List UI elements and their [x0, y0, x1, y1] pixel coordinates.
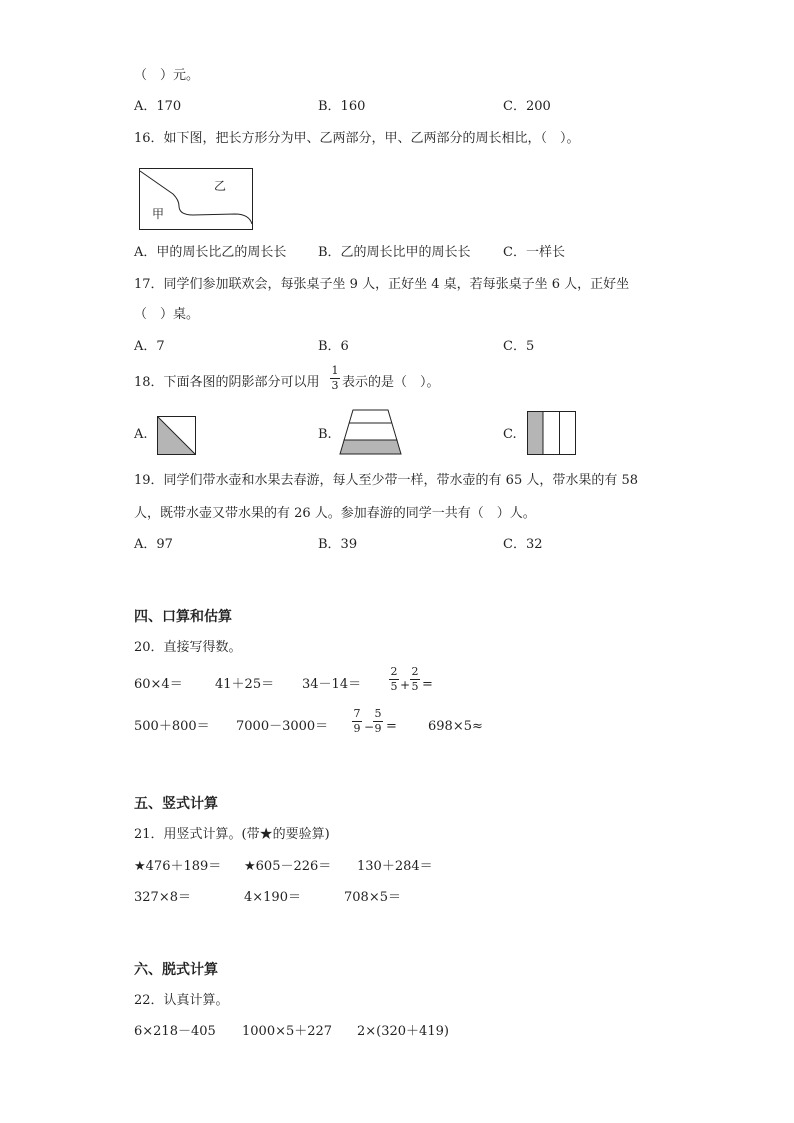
- q18-option-b-trapezoid-figure: [339, 409, 403, 457]
- q18-option-a-label: A.: [134, 427, 148, 442]
- q20-item-7-frac1: [352, 708, 362, 735]
- numerator: 2: [390, 665, 398, 678]
- q22-stem: 22．认真计算。: [134, 993, 229, 1008]
- q19-option-b: B．39: [318, 537, 358, 552]
- q20-item-5: 500＋800＝: [134, 719, 210, 734]
- q16-option-c: C．一样长: [503, 245, 565, 260]
- q17-stem-line2: （ ）桌。: [134, 307, 200, 322]
- q22-item-2: 1000×5＋227: [242, 1024, 333, 1039]
- q15-option-b: B．160: [318, 99, 366, 114]
- q19-stem-line2: 人，既带水壶又带水果的有 26 人。参加春游的同学一共有（ ）人。: [134, 506, 536, 521]
- q19-option-c: C．32: [503, 537, 543, 552]
- q15-tail: （ ）元。: [134, 68, 200, 83]
- q20-item-7-eq: =: [386, 719, 397, 734]
- q18-option-b-label: B.: [318, 427, 332, 442]
- q20-item-4-frac2: [410, 666, 420, 693]
- q15-option-a: A．170: [134, 99, 182, 114]
- q21-item-3: 130＋284＝: [357, 859, 433, 874]
- q20-item-4-eq: =: [422, 677, 433, 692]
- q21-item-1: ★476＋189＝: [134, 859, 222, 874]
- q22-item-3: 2×(320＋419): [357, 1024, 449, 1039]
- q21-item-5: 4×190＝: [244, 890, 301, 905]
- q18-fraction: [330, 365, 340, 392]
- numerator: 2: [411, 665, 419, 678]
- q21-item-6: 708×5＝: [344, 890, 401, 905]
- denominator: 9: [353, 722, 361, 735]
- q16-rectangle-figure: [139, 168, 255, 232]
- section-5-title: 五、竖式计算: [134, 796, 218, 812]
- section-4-title: 四、口算和估算: [134, 609, 232, 625]
- q16-option-b: B．乙的周长比甲的周长长: [318, 245, 471, 260]
- q18-option-a-square-figure: [157, 416, 197, 456]
- q18-stem-after: 表示的是（ ）。: [342, 375, 440, 390]
- q16-option-a: A．甲的周长比乙的周长长: [134, 245, 287, 260]
- denominator: 5: [390, 680, 398, 693]
- section-6-title: 六、脱式计算: [134, 962, 218, 978]
- q19-option-a: A．97: [134, 537, 173, 552]
- q17-option-a: A．7: [134, 339, 165, 354]
- q20-item-6: 7000－3000＝: [236, 719, 329, 734]
- q18-stem-before: 18．下面各图的阴影部分可以用: [134, 375, 320, 390]
- q18-option-c-rectangle-figure: [527, 411, 579, 457]
- q20-item-4-frac1: [389, 666, 399, 693]
- denominator: 9: [374, 722, 382, 735]
- q16-stem: 16．如下图，把长方形分为甲、乙两部分，甲、乙两部分的周长相比，（ ）。: [134, 131, 580, 146]
- q20-stem: 20．直接写得数。: [134, 640, 242, 655]
- q21-item-2: ★605－226＝: [244, 859, 332, 874]
- q20-item-4-op: +: [400, 678, 411, 692]
- q21-item-4: 327×8＝: [134, 890, 191, 905]
- q20-item-1: 60×4＝: [134, 677, 183, 692]
- q20-item-8: 698×5≈: [428, 719, 483, 734]
- q18-option-c-label: C.: [503, 427, 517, 442]
- numerator: 5: [374, 707, 382, 720]
- denominator: 5: [411, 680, 419, 693]
- numerator: 7: [353, 707, 361, 720]
- q20-item-3: 34－14＝: [302, 677, 362, 692]
- q20-item-7-frac2: [373, 708, 383, 735]
- q20-item-7-op: −: [364, 720, 375, 734]
- q22-item-1: 6×218－405: [134, 1024, 216, 1039]
- q16-label-jia: 甲: [152, 207, 165, 221]
- q16-label-yi: 乙: [214, 179, 227, 193]
- q21-stem: 21．用竖式计算。(带★的要验算): [134, 827, 330, 842]
- q18-fraction-numerator: 1: [331, 364, 339, 377]
- q17-option-b: B．6: [318, 339, 349, 354]
- q17-stem-line1: 17．同学们参加联欢会，每张桌子坐 9 人，正好坐 4 桌，若每张桌子坐 6 人，正好坐: [134, 277, 630, 292]
- q20-item-2: 41＋25＝: [215, 677, 275, 692]
- q19-stem-line1: 19．同学们带水壶和水果去春游，每人至少带一样，带水壶的有 65 人，带水果的有 58: [134, 473, 639, 488]
- q18-fraction-denominator: 3: [331, 379, 339, 392]
- q15-option-c: C．200: [503, 99, 551, 114]
- q17-option-c: C．5: [503, 339, 535, 354]
